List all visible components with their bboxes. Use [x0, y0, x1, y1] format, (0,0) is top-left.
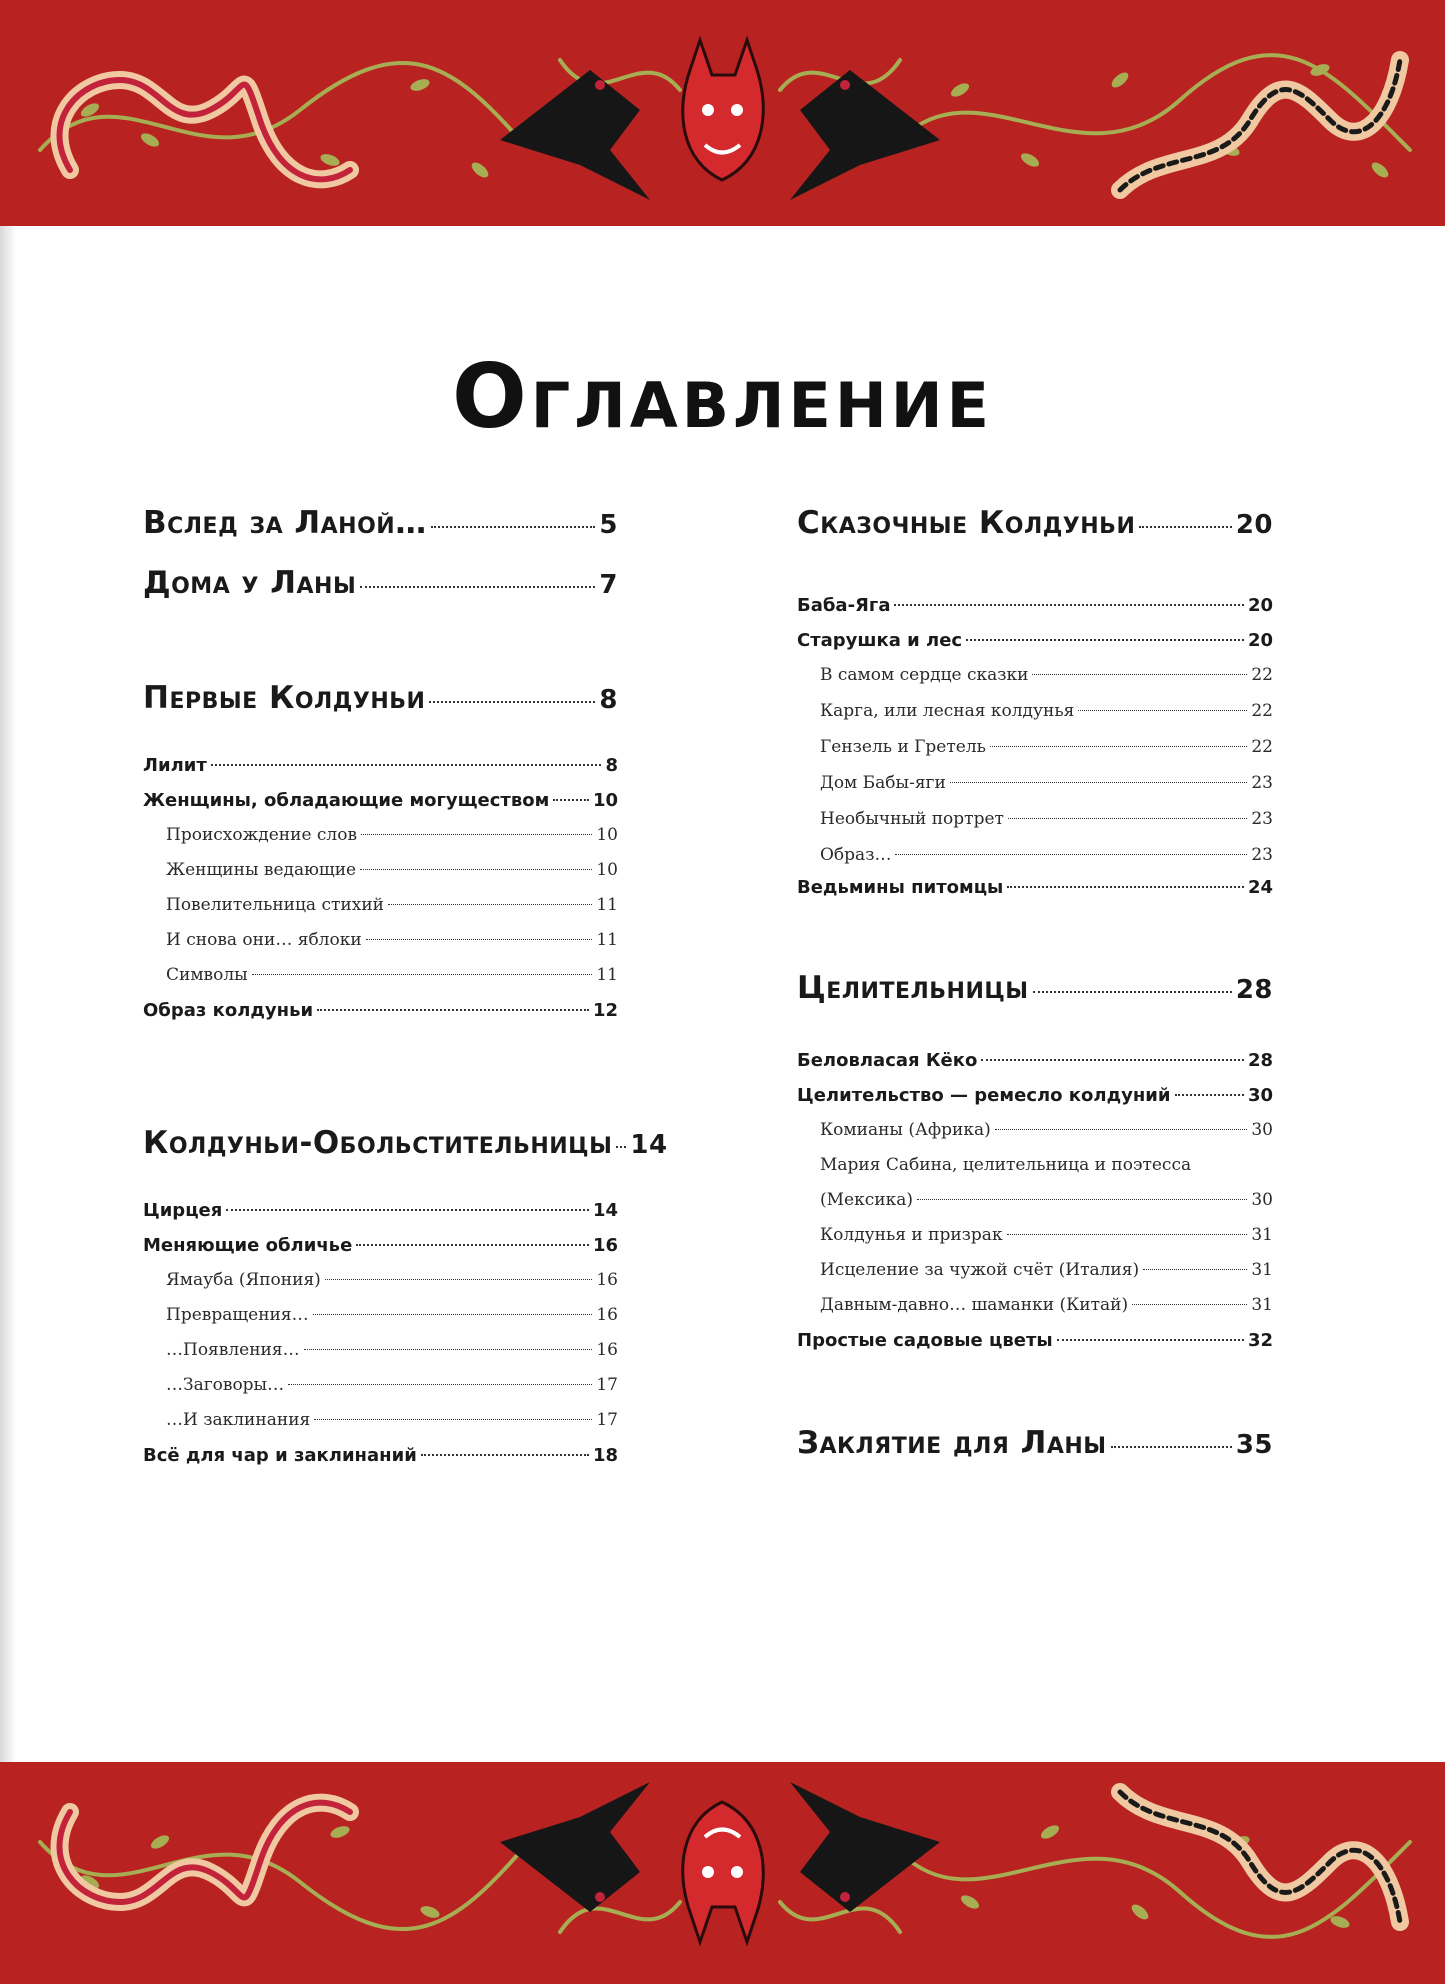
- toc-entry: [797, 630, 1273, 651]
- toc-leader-dots: [360, 869, 592, 870]
- toc-leader-dots: [366, 939, 593, 940]
- toc-entry: [820, 1225, 1273, 1245]
- toc-entry-page-number: 7: [599, 570, 618, 600]
- toc-entry-page-number: 22: [1251, 665, 1273, 685]
- toc-leader-dots: [616, 1146, 626, 1148]
- demon-mask-bottom: [683, 1802, 764, 1942]
- toc-entry-page-number: 17: [596, 1375, 618, 1395]
- toc-entry-label: Повелительница стихий: [166, 895, 384, 915]
- toc-entry-label: Заклятие для Ланы: [797, 1425, 1107, 1461]
- toc-leader-dots: [966, 639, 1244, 641]
- toc-entry-page-number: 12: [592, 1000, 618, 1021]
- toc-entry: [166, 965, 618, 985]
- toc-entry-label: Превращения…: [166, 1305, 309, 1325]
- toc-entry-label: Происхождение слов: [166, 825, 358, 845]
- toc-leader-dots: [421, 1454, 589, 1456]
- toc-entry-label: Колдунья и призрак: [820, 1225, 1003, 1245]
- toc-leader-dots: [252, 974, 593, 975]
- toc-entry: [797, 970, 1273, 1006]
- toc-entry-label: Ведьмины питомцы: [797, 877, 1004, 898]
- toc-entry-page-number: 17: [596, 1410, 618, 1430]
- toc-entry-label: Старушка и лес: [797, 630, 963, 651]
- toc-entry-label: Целительницы: [797, 970, 1029, 1006]
- toc-entry-label: Комианы (Африка): [820, 1120, 991, 1140]
- raven-bottom-right: [790, 1782, 940, 1912]
- toc-entry-label: Исцеление за чужой счёт (Италия): [820, 1260, 1140, 1280]
- toc-entry: [166, 1270, 618, 1290]
- toc-entry: [143, 1445, 618, 1466]
- toc-leader-dots: [950, 782, 1248, 783]
- toc-entry-label: Гензель и Гретель: [820, 737, 986, 757]
- toc-entry-page-number: 24: [1247, 877, 1273, 898]
- toc-entry: [820, 1295, 1273, 1315]
- toc-entry-page-number: 28: [1235, 975, 1273, 1005]
- toc-entry: [820, 845, 1273, 865]
- toc-entry-page-number: 32: [1247, 1330, 1273, 1351]
- raven-left: [500, 70, 650, 200]
- toc-entry: [797, 505, 1273, 541]
- toc-entry-page-number: 28: [1247, 1050, 1273, 1071]
- toc-entry-page-number: 30: [1251, 1190, 1273, 1210]
- toc-entry-label: Символы: [166, 965, 248, 985]
- snake-bottom-right: [1120, 1792, 1400, 1922]
- toc-entry: [143, 755, 618, 776]
- toc-entry-page-number: 8: [605, 755, 618, 776]
- toc-entry-page-number: 22: [1251, 737, 1273, 757]
- raven-bottom-left: [500, 1782, 650, 1912]
- toc-leader-dots: [356, 1244, 589, 1246]
- toc-entry: [820, 1260, 1273, 1280]
- toc-entry: [797, 1330, 1273, 1351]
- toc-entry: [166, 1410, 618, 1430]
- toc-entry-page-number: 11: [596, 930, 618, 950]
- toc-entry: [143, 1000, 618, 1021]
- toc-entry: [143, 505, 618, 541]
- toc-entry: [797, 1050, 1273, 1071]
- toc-leader-dots: [1078, 710, 1247, 711]
- toc-entry: [820, 773, 1273, 793]
- toc-entry-label: Колдуньи-Обольстительницы: [143, 1125, 613, 1161]
- toc-entry: [143, 1200, 618, 1221]
- toc-entry: [820, 1120, 1273, 1140]
- toc-entry-label: Простые садовые цветы: [797, 1330, 1053, 1351]
- toc-leader-dots: [317, 1009, 589, 1011]
- toc-entry: [797, 1085, 1273, 1106]
- toc-entry-label: В самом сердце сказки: [820, 665, 1029, 685]
- toc-leader-dots: [990, 746, 1247, 747]
- demon-mask: [683, 40, 764, 180]
- toc-entry-label: Образ…: [820, 845, 892, 865]
- toc-entry-label: Ямауба (Япония): [166, 1270, 321, 1290]
- raven-right: [790, 70, 940, 200]
- toc-entry-label: Цирцея: [143, 1200, 223, 1221]
- toc-entry-page-number: 10: [596, 860, 618, 880]
- toc-entry-page-number: 10: [596, 825, 618, 845]
- top-decorative-banner: [0, 0, 1445, 226]
- toc-entry-label: Меняющие обличье: [143, 1235, 353, 1256]
- toc-entry-page-number: 30: [1251, 1120, 1273, 1140]
- toc-entry: [143, 790, 618, 811]
- toc-leader-dots: [288, 1384, 592, 1385]
- toc-entry-page-number: 16: [592, 1235, 618, 1256]
- toc-entry: [820, 809, 1273, 829]
- toc-entry-page-number: 20: [1247, 630, 1273, 651]
- page-edge-shadow: [0, 0, 16, 1984]
- toc-leader-dots: [1111, 1446, 1232, 1448]
- toc-entry-label: Сказочные Колдуньи: [797, 505, 1136, 541]
- ornament-illustration-bottom: [0, 1762, 1445, 1984]
- ornament-illustration: [0, 0, 1445, 226]
- toc-leader-dots: [226, 1209, 589, 1211]
- toc-entry-label: …Заговоры…: [166, 1375, 285, 1395]
- toc-leader-dots: [894, 604, 1243, 606]
- toc-leader-dots: [1008, 818, 1247, 819]
- toc-entry-page-number: 11: [596, 965, 618, 985]
- toc-entry-page-number: 18: [592, 1445, 618, 1466]
- toc-entry: [166, 1340, 618, 1360]
- toc-entry-label: Дома у Ланы: [143, 565, 357, 601]
- toc-leader-dots: [895, 854, 1247, 855]
- toc-entry: [166, 930, 618, 950]
- toc-leader-dots: [211, 764, 602, 766]
- toc-entry-page-number: 14: [630, 1130, 668, 1160]
- toc-entry-page-number: 10: [592, 790, 618, 811]
- toc-leader-dots: [1057, 1339, 1244, 1341]
- toc-entry: [166, 895, 618, 915]
- snake-left: [60, 80, 350, 179]
- toc-leader-dots: [431, 526, 596, 528]
- toc-entry-label: Мария Сабина, целительница и поэтесса: [820, 1155, 1192, 1175]
- toc-entry-page-number: 35: [1235, 1430, 1273, 1460]
- toc-entry-label: …И заклинания: [166, 1410, 311, 1430]
- toc-leader-dots: [314, 1419, 592, 1420]
- toc-leader-dots: [388, 904, 592, 905]
- toc-leader-dots: [360, 586, 595, 588]
- toc-entry-label: Образ колдуньи: [143, 1000, 314, 1021]
- toc-entry-page-number: 8: [599, 685, 618, 715]
- toc-entry: [166, 825, 618, 845]
- toc-entry-page-number: 16: [596, 1305, 618, 1325]
- toc-entry-page-number: 16: [596, 1340, 618, 1360]
- toc-leader-dots: [1007, 1234, 1248, 1235]
- toc-entry: [166, 1375, 618, 1395]
- toc-entry-label: Женщины ведающие: [166, 860, 357, 880]
- toc-entry-label: И снова они… яблоки: [166, 930, 362, 950]
- toc-leader-dots: [1033, 991, 1232, 993]
- toc-entry: [820, 665, 1273, 685]
- toc-entry: [797, 595, 1273, 616]
- toc-entry-label: Давным-давно… шаманки (Китай): [820, 1295, 1129, 1315]
- toc-entry: [820, 1155, 1273, 1175]
- toc-entry: [797, 1425, 1273, 1461]
- toc-entry-page-number: 5: [599, 510, 618, 540]
- toc-leader-dots: [313, 1314, 593, 1315]
- toc-entry-page-number: 23: [1251, 809, 1273, 829]
- toc-entry: [143, 1125, 668, 1161]
- toc-entry-page-number: 22: [1251, 701, 1273, 721]
- toc-leader-dots: [1032, 674, 1247, 675]
- toc-entry-page-number: 31: [1251, 1260, 1273, 1280]
- toc-entry-page-number: 31: [1251, 1225, 1273, 1245]
- toc-leader-dots: [361, 834, 592, 835]
- toc-leader-dots: [995, 1129, 1248, 1130]
- toc-entry: [143, 1235, 618, 1256]
- toc-entry-label: (Мексика): [820, 1190, 913, 1210]
- toc-leader-dots: [1007, 886, 1244, 888]
- toc-entry-page-number: 31: [1251, 1295, 1273, 1315]
- toc-entry-page-number: 30: [1247, 1085, 1273, 1106]
- toc-leader-dots: [1132, 1304, 1247, 1305]
- toc-entry-label: Баба-Яга: [797, 595, 891, 616]
- toc-entry: [143, 680, 618, 716]
- toc-entry: [797, 877, 1273, 898]
- bottom-decorative-banner: [0, 1762, 1445, 1984]
- toc-leader-dots: [304, 1349, 593, 1350]
- snake-right: [1120, 60, 1400, 190]
- toc-entry-label: Всё для чар и заклинаний: [143, 1445, 417, 1466]
- toc-entry-label: Беловласая Кёко: [797, 1050, 978, 1071]
- toc-entry-label: Первые Колдуньи: [143, 680, 426, 716]
- toc-entry-page-number: 11: [596, 895, 618, 915]
- toc-entry-page-number: 23: [1251, 773, 1273, 793]
- toc-entry-label: Целительство — ремесло колдуний: [797, 1085, 1171, 1106]
- toc-entry: [143, 565, 618, 601]
- toc-entry-label: Карга, или лесная колдунья: [820, 701, 1075, 721]
- toc-leader-dots: [553, 799, 589, 801]
- toc-entry: [166, 860, 618, 880]
- toc-leader-dots: [981, 1059, 1244, 1061]
- toc-entry-label: Лилит: [143, 755, 207, 776]
- page-title: Оглавление: [451, 345, 994, 448]
- toc-entry-page-number: 14: [592, 1200, 618, 1221]
- toc-entry-page-number: 20: [1235, 510, 1273, 540]
- toc-leader-dots: [429, 701, 595, 703]
- toc-entry: [820, 1190, 1273, 1210]
- toc-entry: [820, 737, 1273, 757]
- toc-entry: [166, 1305, 618, 1325]
- toc-entry-label: Дом Бабы-яги: [820, 773, 946, 793]
- toc-entry-page-number: 16: [596, 1270, 618, 1290]
- toc-entry-label: Женщины, обладающие могуществом: [143, 790, 550, 811]
- toc-leader-dots: [1139, 526, 1231, 528]
- toc-entry-page-number: 23: [1251, 845, 1273, 865]
- toc-leader-dots: [1143, 1269, 1247, 1270]
- toc-leader-dots: [917, 1199, 1247, 1200]
- toc-entry: [820, 701, 1273, 721]
- toc-leader-dots: [1175, 1094, 1244, 1096]
- toc-entry-label: Вслед за Ланой…: [143, 505, 427, 541]
- toc-entry-page-number: 20: [1247, 595, 1273, 616]
- toc-entry-label: …Появления…: [166, 1340, 300, 1360]
- toc-entry-label: Необычный портрет: [820, 809, 1004, 829]
- toc-leader-dots: [325, 1279, 593, 1280]
